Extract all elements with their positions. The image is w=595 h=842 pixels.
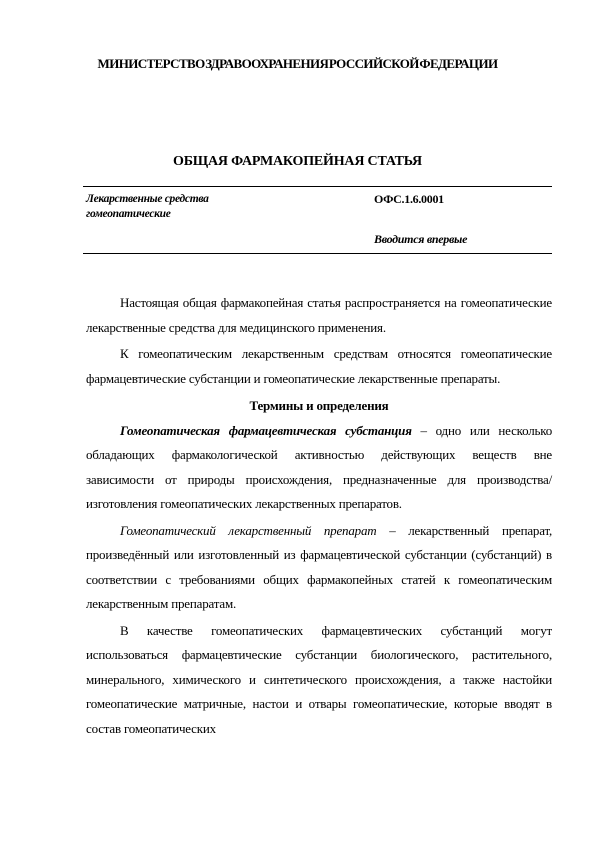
header-top-rule [83,186,552,187]
section-heading: Термины и определения [249,398,389,413]
document-body [86,291,552,741]
subject-line-1: Лекарственные средства [86,193,209,205]
intro-paragraph-2: К гомеопатическим лекарственным средствам относятся гомеопатические фармацевтические субстанции и гомеопатические лекарственные препараты. [86,346,552,386]
definition-text-1: – одно или несколько обладающих фармакологической активностью действующих веществ вне зависимости от природы происхождения, предназначенные для производства/изготовления гомеопатических лекарственных препаратов. [86,422,552,511]
definition-paragraph-1 [86,419,552,517]
definition-text-2: – лекарственный препарат, произведённый или изготовленный из фармацевтической субстанции (субстанций) в соответствии с требованиями общих фармакопейных статей к гомеопатическим лекарственным препаратам. [86,522,552,611]
subject-line-2: гомеопатические [86,208,171,220]
ministry-heading: МИНИСТЕРСТВО ЗДРАВООХРАНЕНИЯ РОССИЙСКОЙ ФЕДЕРАЦИИ [97,56,498,71]
document-code: ОФС.1.6.0001 [374,192,444,206]
document-status: Вводится впервые [374,232,468,246]
subject-block [86,192,209,222]
definition-term-1: Гомеопатическая фармацевтическая субстанция [120,422,412,438]
paragraph-substances: В качестве гомеопатических фармацевтических субстанций могут использоваться фармацевтические субстанции биологического, растительного, минерального, химического и синтетического происхождения, а также настойки гомеопатические матричные, настои и отвары гомеопатические, которые вводят в состав гомеопатических [86,622,552,736]
header-bottom-rule [83,253,552,254]
document-title: ОБЩАЯ ФАРМАКОПЕЙНАЯ СТАТЬЯ [173,154,422,169]
definition-paragraph-2 [86,519,552,617]
intro-paragraph-1: Настоящая общая фармакопейная статья распространяется на гомеопатические лекарственные средства для медицинского применения. [86,295,552,335]
definition-term-2: Гомеопатический лекарственный препарат [120,522,377,538]
